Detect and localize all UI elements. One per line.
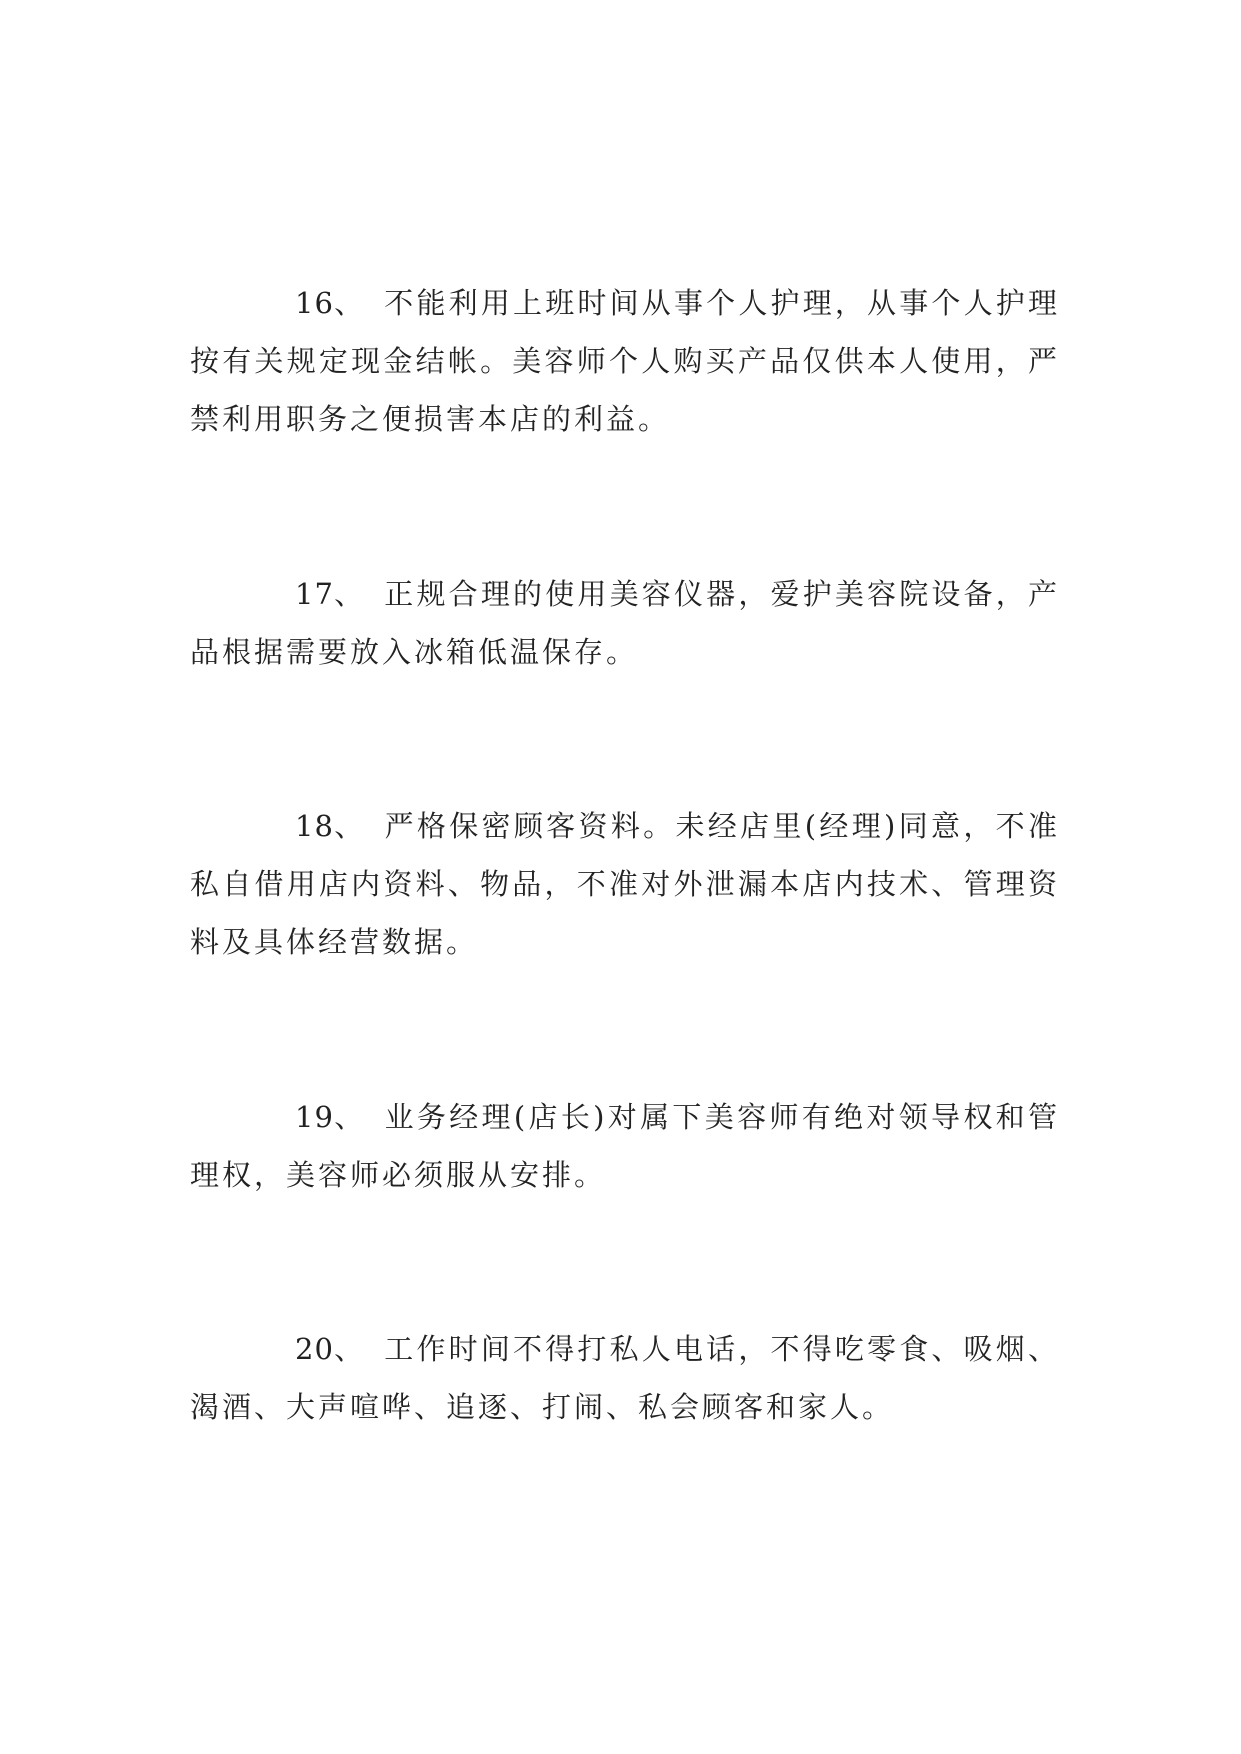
rule-text: 工作时间不得打私人电话，不得吃零食、吸烟、渴酒、大声喧哗、追逐、打闹、私会顾客和家人。 <box>190 1332 1060 1424</box>
rule-number: 16、 <box>295 286 365 320</box>
rule-number: 17、 <box>295 577 365 611</box>
rule-number: 18、 <box>295 809 365 843</box>
rule-text: 业务经理(店长)对属下美容师有绝对领导权和管理权，美容师必须服从安排。 <box>190 1100 1060 1192</box>
rule-item-20 <box>190 1320 1060 1436</box>
rule-text: 严格保密顾客资料。未经店里(经理)同意，不准私自借用店内资料、物品，不准对外泄漏本店内技术、管理资料及具体经营数据。 <box>190 809 1060 959</box>
rule-item-19 <box>190 1088 1060 1204</box>
rule-item-18 <box>190 797 1060 971</box>
rule-number: 20、 <box>295 1332 365 1366</box>
rule-text: 正规合理的使用美容仪器，爱护美容院设备，产品根据需要放入冰箱低温保存。 <box>190 577 1060 669</box>
rule-text: 不能利用上班时间从事个人护理，从事个人护理按有关规定现金结帐。美容师个人购买产品仅供本人使用，严禁利用职务之便损害本店的利益。 <box>190 286 1060 436</box>
rule-number: 19、 <box>295 1100 365 1134</box>
rule-item-17 <box>190 565 1060 681</box>
rule-item-16 <box>190 274 1060 448</box>
